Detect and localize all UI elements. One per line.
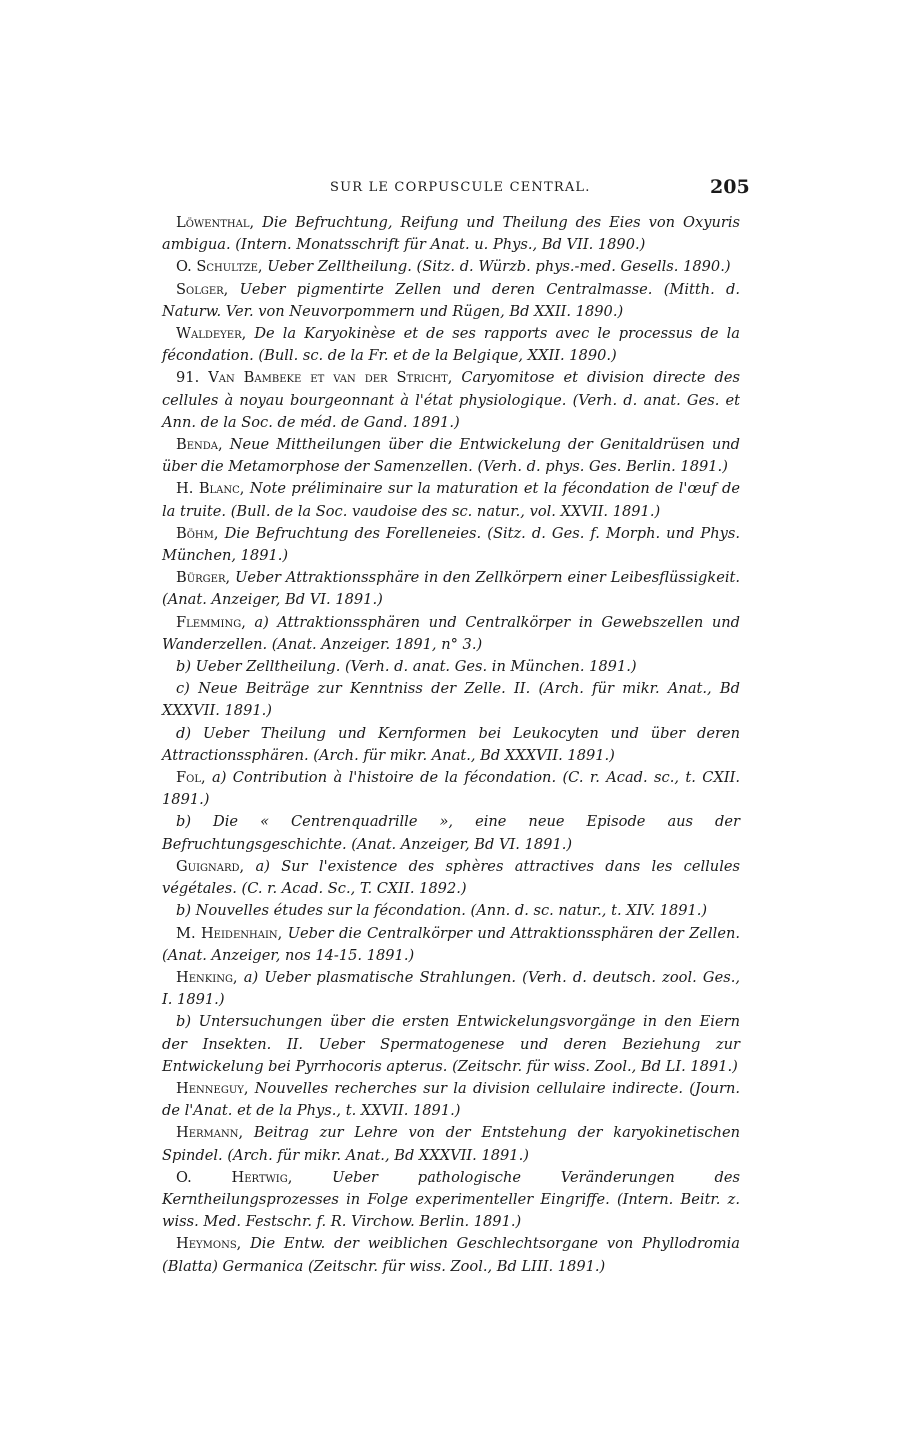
bibliography-entry: c) Neue Beiträge zur Kenntniss der Zelle. II. (Arch. für mikr. Anat., Bd XXXVII. 1891.): [162, 680, 740, 720]
bibliography-entry: Waldeyer, De la Karyokinèse et de ses rapports avec le processus de la fécondation. (Bull. sc. de la Fr. et de la Belgique, XXII. 1890.): [162, 325, 741, 365]
bibliography-entry: Guignard, a) Sur l'existence des sphères attractives dans les cellules végétales. (C. r. Acad. Sc., T. CXII. 1892.): [162, 857, 740, 898]
bibliography-entry: Benda, Neue Mittheilungen über die Entwickelung der Genitaldrüsen und über die Metamorphose der Samenzellen. (Verh. d. phys. Ges. Berlin. 1891.): [162, 436, 740, 476]
bibliography-entry: Hermann, Beitrag zur Lehre von der Entstehung der karyokinetischen Spindel. (Arch. für mikr. Anat., Bd XXXVII. 1891.): [162, 1124, 741, 1164]
bibliography-entry: O. Hertwig, Ueber pathologische Veränderungen des Kerntheilungsprozesses in Folge experimenteller Eingriffe. (Intern. Beitr. z. wiss. Med. Festschr. f. R. Virchow. Berlin. 1891.): [162, 1168, 741, 1231]
bibliography-entry: b) Nouvelles études sur la fécondation. (Ann. d. sc. natur., t. XIV. 1891.): [176, 902, 708, 920]
bibliography-entry: Henneguy, Nouvelles recherches sur la division cellulaire indirecte. (Journ. de l'Anat. et de la Phys., t. XXVII. 1891.): [162, 1079, 741, 1120]
bibliography-entry: Fol, a) Contribution à l'histoire de la fécondation. (C. r. Acad. sc., t. CXII. 1891.): [162, 769, 740, 809]
bibliography-entry: Löwenthal, Die Befruchtung, Reifung und Theilung des Eies von Oxyuris ambigua. (Intern. Monatsschrift für Anat. u. Phys., Bd VII. 1890.): [162, 214, 740, 254]
bibliography-list: [162, 212, 740, 1278]
bibliography-entry: d) Ueber Theilung und Kernformen bei Leukocyten und über deren Attractionssphären. (Arch. für mikr. Anat., Bd XXXVII. 1891.): [162, 724, 740, 764]
bibliography-entry: H. Blanc, Note préliminaire sur la maturation et la fécondation de l'œuf de la truite. (Bull. de la Soc. vaudoise des sc. natur., vol. XXVII. 1891.): [162, 480, 740, 520]
bibliography-entry: O. Schultze, Ueber Zelltheilung. (Sitz. d. Würzb. phys.-med. Gesells. 1890.): [176, 258, 731, 276]
bibliography-entry: Heymons, Die Entw. der weiblichen Geschlechtsorgane von Phyllodromia (Blatta) Germanica (Zeitschr. für wiss. Zool., Bd LIII. 1891.): [162, 1235, 740, 1275]
bibliography-entry: Henking, a) Ueber plasmatische Strahlungen. (Verh. d. deutsch. zool. Ges., I. 1891.): [162, 968, 740, 1009]
running-head: [0, 178, 915, 202]
bibliography-entry: Solger, Ueber pigmentirte Zellen und deren Centralmasse. (Mitth. d. Naturw. Ver. von Neuvorpommern und Rügen, Bd XXII. 1890.): [162, 280, 740, 320]
bibliography-entry: b) Ueber Zelltheilung. (Verh. d. anat. Ges. in München. 1891.): [176, 658, 637, 676]
bibliography-entry: b) Untersuchungen über die ersten Entwickelungsvorgänge in den Eiern der Insekten. II. Ueber Spermatogenese und deren Beziehung zur Entwickelung bei Pyrrhocoris apterus. (Zeitschr. für wiss. Zool., Bd LI. 1891.): [162, 1013, 740, 1075]
running-title: SUR LE CORPUSCULE CENTRAL.: [330, 180, 591, 195]
bibliography-entry: Flemming, a) Attraktionssphären und Centralkörper in Gewebszellen und Wanderzellen. (Anat. Anzeiger. 1891, n° 3.): [162, 613, 740, 653]
bibliography-entry: M. Heidenhain, Ueber die Centralkörper und Attraktionssphären der Zellen. (Anat. Anzeiger, nos 14-15. 1891.): [162, 924, 741, 964]
bibliography-entry: Böhm, Die Befruchtung des Forelleneies. (Sitz. d. Ges. f. Morph. und Phys. München, 1891.): [162, 524, 740, 565]
bibliography-entry: Bürger, Ueber Attraktionssphäre in den Zellkörpern einer Leibesflüssigkeit. (Anat. Anzeiger, Bd VI. 1891.): [162, 569, 740, 609]
bibliography-entry: 91. Van Bambeke et van der Stricht, Caryomitose et division directe des cellules à noyau bourgeonnant à l'état physiologique. (Verh. d. anat. Ges. et Ann. de la Soc. de méd. de Gand. 1891.): [162, 369, 740, 431]
bibliography-entry: b) Die « Centrenquadrille », eine neue Episode aus der Befruchtungsgeschichte. (Anat. Anzeiger, Bd VI. 1891.): [162, 813, 740, 853]
page-number: 205: [710, 176, 750, 198]
